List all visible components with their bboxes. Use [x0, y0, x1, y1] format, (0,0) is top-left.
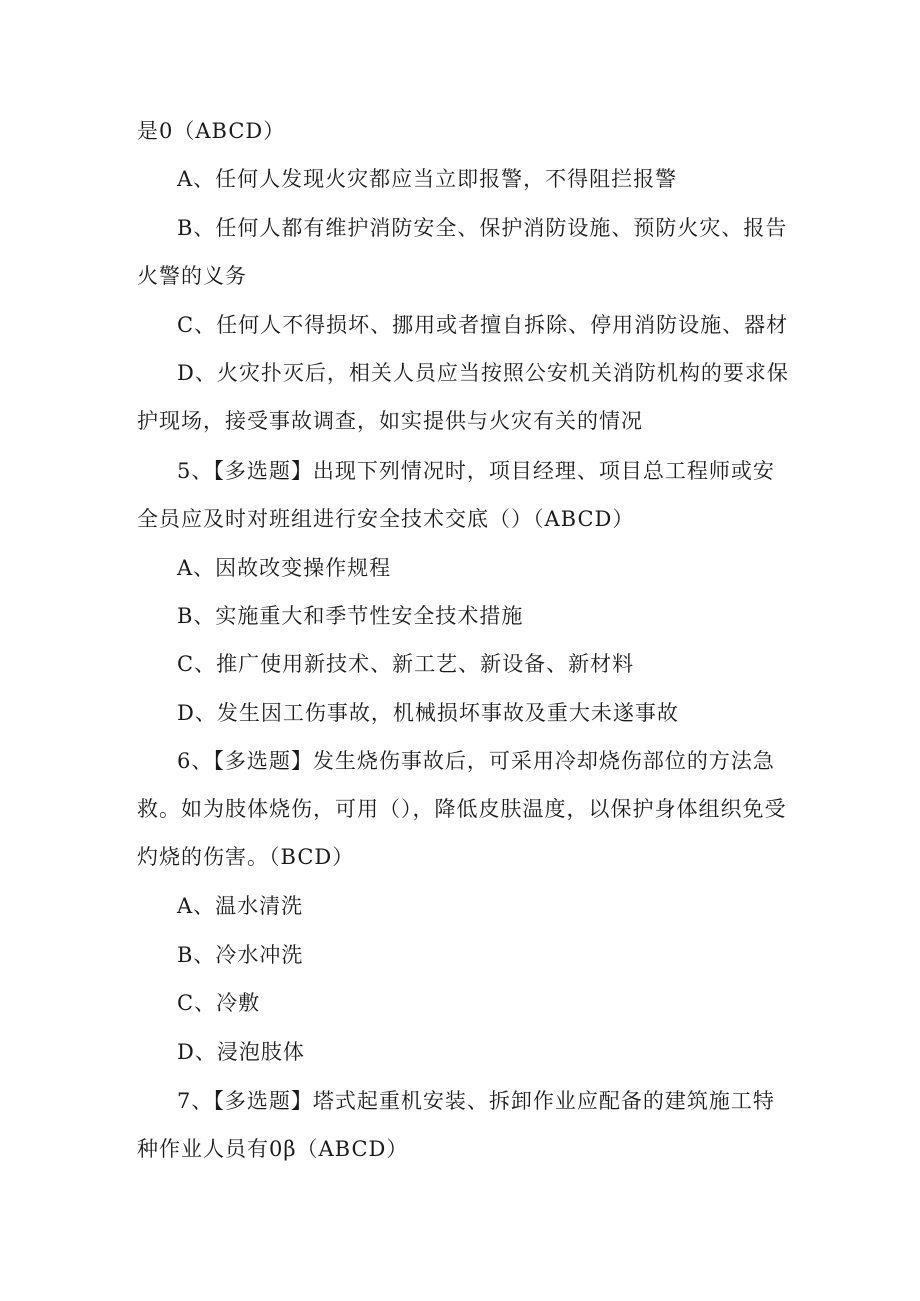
text-line: C、推广使用新技术、新工艺、新设备、新材料	[177, 652, 635, 676]
text-line: 种作业人员有0β（ABCD）	[137, 1137, 409, 1161]
text-line: 7、【多选题】塔式起重机安装、拆卸作业应配备的建筑施工特	[177, 1089, 775, 1113]
text-line: 5、【多选题】出现下列情况时，项目经理、项目总工程师或安	[177, 459, 775, 483]
text-line: A、因故改变操作规程	[177, 556, 392, 580]
text-line: A、任何人发现火灾都应当立即报警，不得阻拦报警	[177, 167, 678, 191]
text-line: B、任何人都有维护消防安全、保护消防设施、预防火灾、报告	[177, 216, 788, 240]
text-line: 6、【多选题】发生烧伤事故后，可采用冷却烧伤部位的方法急	[177, 749, 775, 773]
text-line: B、冷水冲洗	[177, 943, 304, 967]
text-line: 救。如为肢体烧伤，可用（），降低皮肤温度，以保护身体组织免受	[137, 797, 787, 821]
text-line: A、温水清洗	[177, 894, 304, 918]
text-line: 火警的义务	[137, 264, 247, 288]
text-line: C、冷敷	[177, 991, 261, 1015]
text-line: 灼烧的伤害。（BCD）	[137, 845, 355, 869]
text-line: 护现场，接受事故调查，如实提供与火灾有关的情况	[137, 409, 643, 433]
text-line: D、浸泡肢体	[177, 1040, 305, 1064]
text-line: D、发生因工伤事故，机械损坏事故及重大未遂事故	[177, 701, 679, 725]
text-line: 全员应及时对班组进行安全技术交底（）（ABCD）	[137, 507, 635, 531]
text-line: B、实施重大和季节性安全技术措施	[177, 604, 524, 628]
text-line: C、任何人不得损坏、挪用或者擅自拆除、停用消防设施、器材	[177, 313, 789, 337]
text-line: 是0（ABCD）	[137, 119, 286, 143]
text-line: D、火灾扑灭后，相关人员应当按照公安机关消防机构的要求保	[177, 361, 789, 385]
